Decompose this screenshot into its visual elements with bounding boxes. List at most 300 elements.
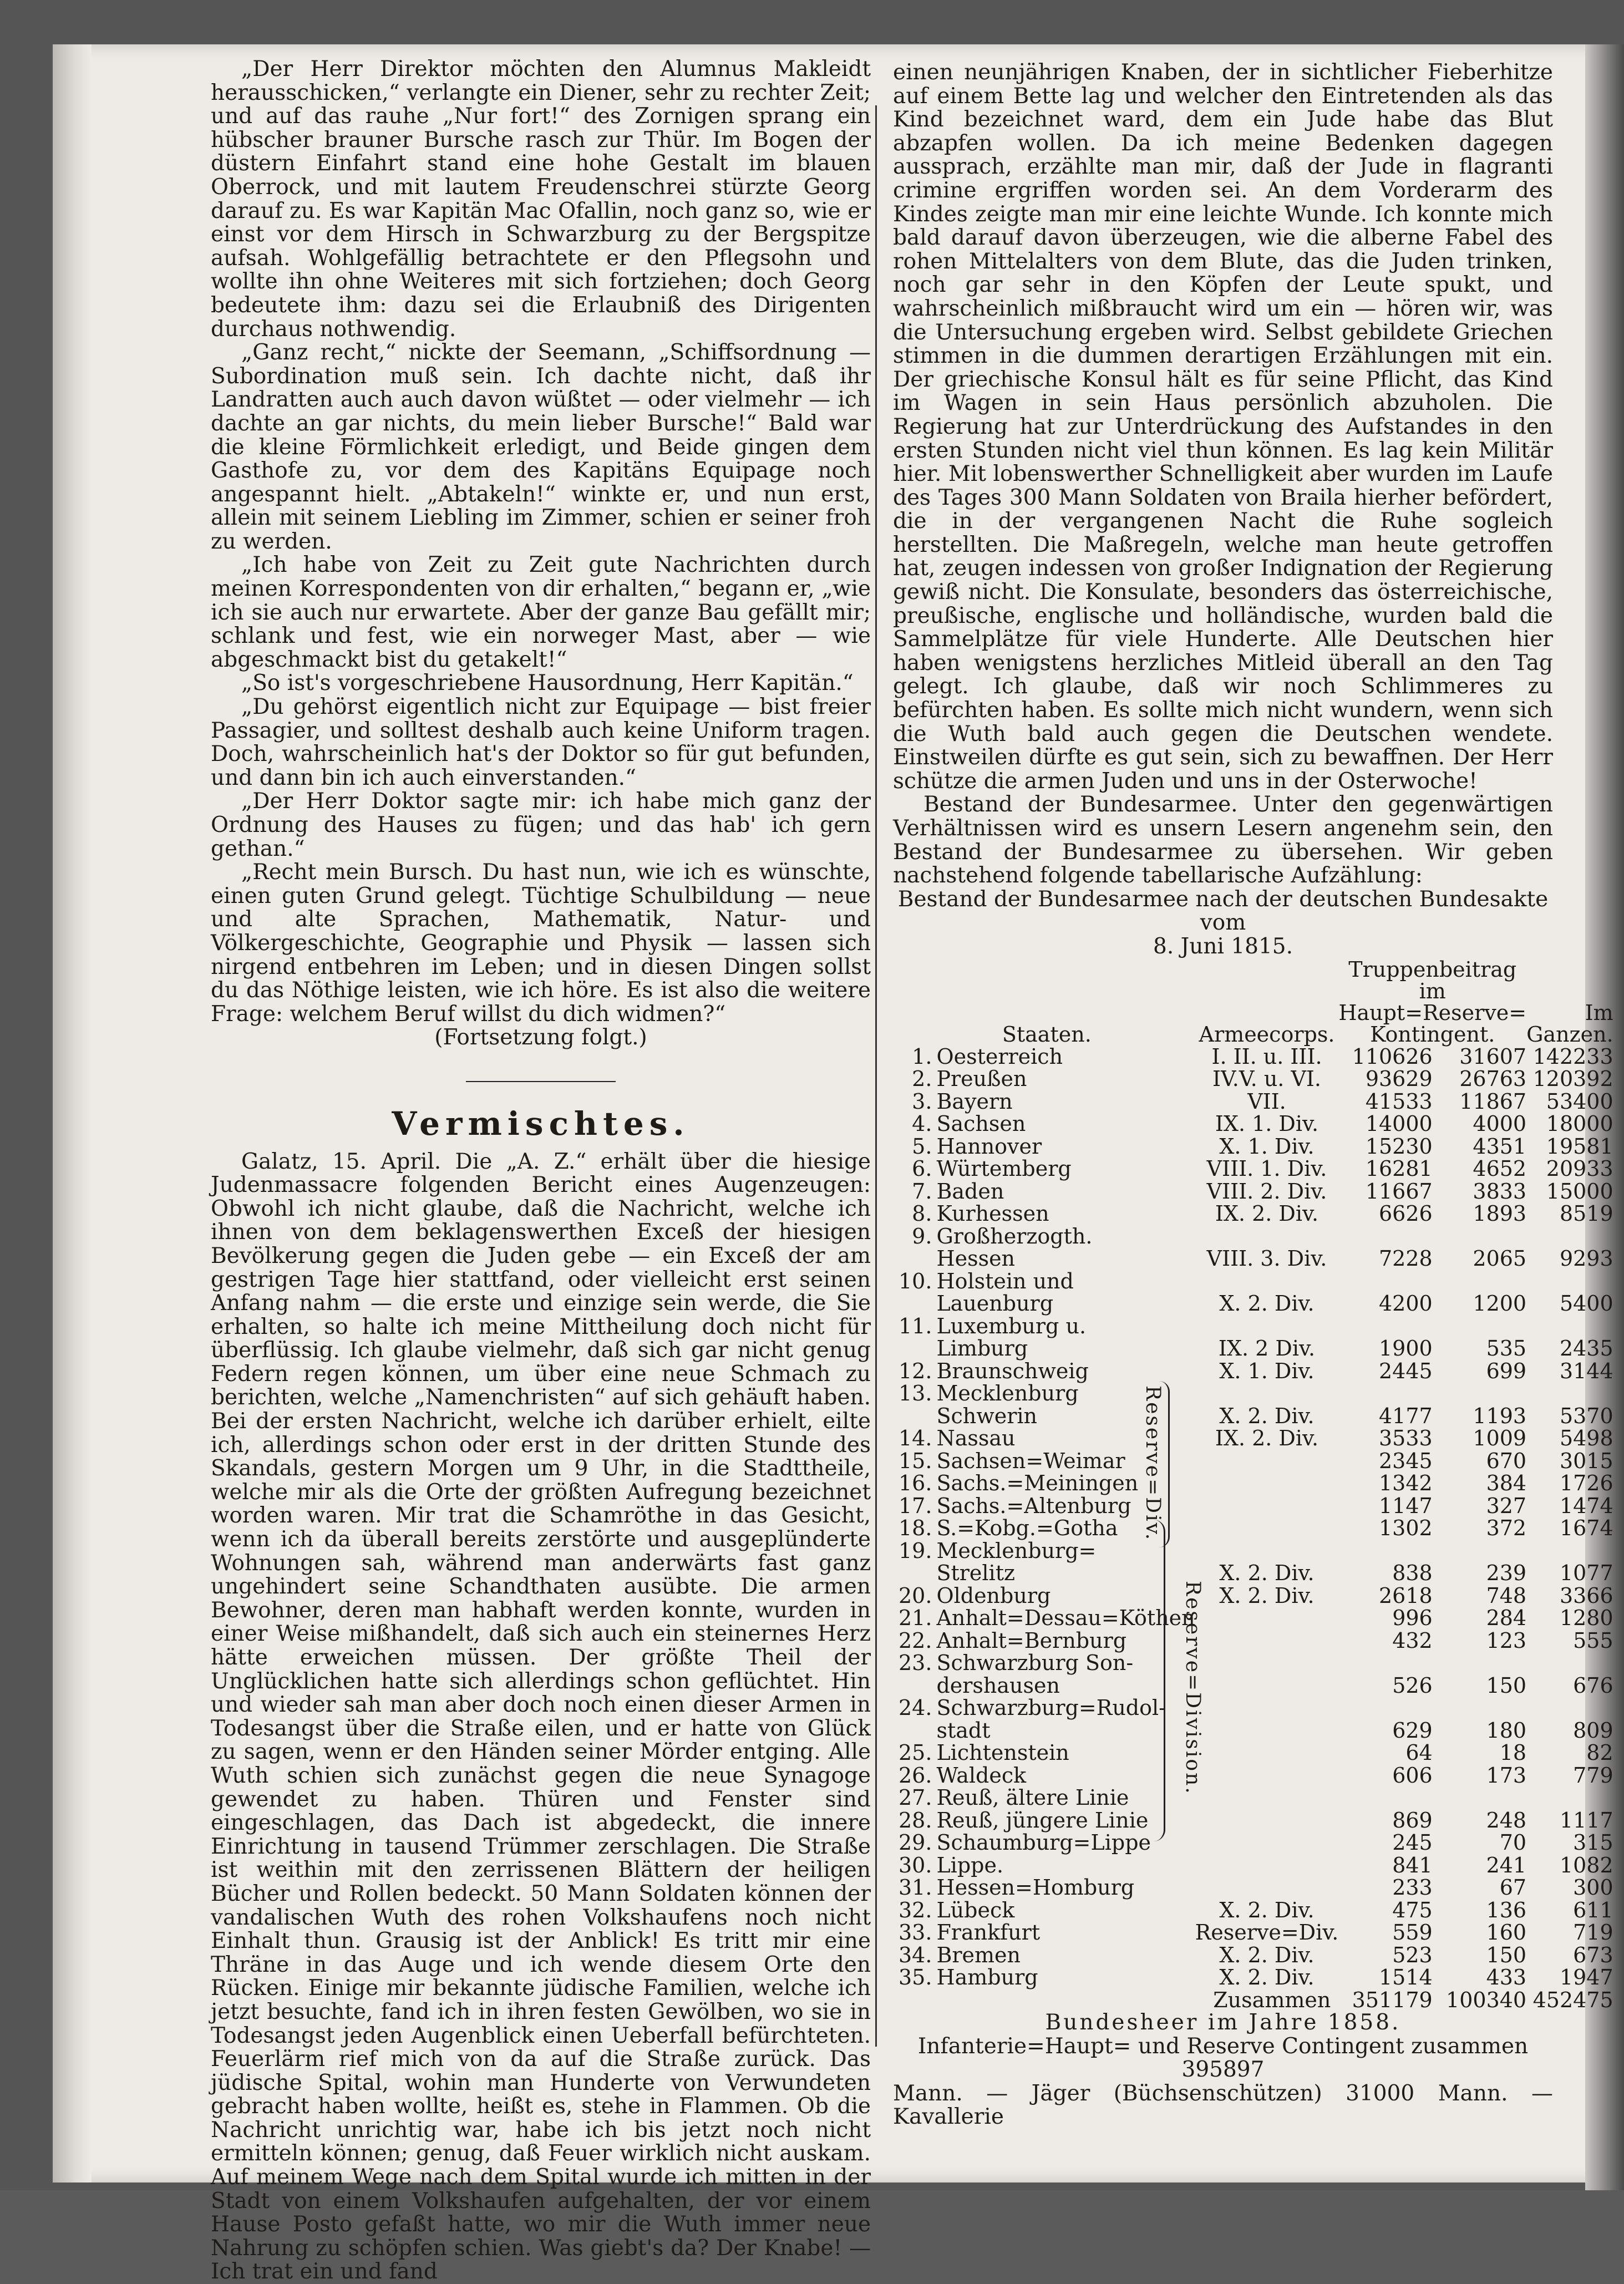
- reserve-contingent: 173: [1486, 1763, 1527, 1788]
- main-contingent: [1338, 1786, 1432, 1809]
- table-row: [899, 1202, 1613, 1225]
- section-divider: [466, 1081, 616, 1082]
- total-contingent: [1526, 1540, 1613, 1562]
- reserve-contingent: [1433, 1225, 1526, 1248]
- row-index: 22.: [899, 1628, 932, 1653]
- reserve-contingent: [1433, 1540, 1526, 1562]
- table-row: [899, 1135, 1613, 1158]
- reserve-contingent: 180: [1486, 1718, 1527, 1743]
- state-name: Preußen: [936, 1067, 1027, 1092]
- main-contingent: 1302: [1379, 1516, 1433, 1541]
- army-corps: [1195, 1674, 1339, 1697]
- army-corps: X. 2. Div.: [1219, 1403, 1315, 1428]
- row-index: [899, 1405, 932, 1428]
- army-corps: X. 2. Div.: [1219, 1583, 1315, 1608]
- army-corps: [1195, 1382, 1339, 1405]
- row-index: 24.: [899, 1696, 932, 1720]
- army-corps: [1195, 1719, 1339, 1742]
- reserve-contingent: 4351: [1473, 1134, 1527, 1159]
- army-corps: [1195, 1472, 1339, 1495]
- army-corps: X. 2. Div.: [1219, 1291, 1315, 1316]
- table-row: [899, 1315, 1613, 1338]
- main-contingent: 93629: [1365, 1067, 1433, 1092]
- army-corps: X. 2. Div.: [1219, 1897, 1315, 1922]
- table-row: [899, 1764, 1613, 1787]
- main-contingent: [1338, 1652, 1432, 1674]
- main-contingent: [1338, 1382, 1432, 1405]
- total-contingent: 779: [1573, 1763, 1613, 1788]
- army-corps: [1195, 1450, 1339, 1473]
- main-contingent: 245: [1392, 1830, 1433, 1855]
- total-contingent: [1526, 1315, 1613, 1338]
- reserve-contingent: 535: [1486, 1336, 1527, 1361]
- row-index: 5.: [912, 1134, 932, 1159]
- main-contingent: 2345: [1379, 1448, 1433, 1473]
- row-index: 7.: [912, 1179, 932, 1204]
- state-name: Schwerin: [936, 1403, 1038, 1428]
- row-index: 9.: [912, 1224, 932, 1248]
- total-contingent: 676: [1573, 1673, 1613, 1698]
- state-name: Lichtenstein: [936, 1740, 1069, 1765]
- row-index: 23.: [899, 1651, 932, 1676]
- reserve-contingent: [1433, 1652, 1526, 1674]
- reserve-contingent: 699: [1486, 1358, 1527, 1383]
- total-contingent: [1526, 1382, 1613, 1405]
- main-contingent: 1900: [1379, 1336, 1433, 1361]
- row-index: 35.: [899, 1965, 932, 1990]
- table-row: [899, 1337, 1613, 1360]
- main-contingent: 7228: [1379, 1246, 1433, 1271]
- total-contingent: 3144: [1559, 1358, 1613, 1383]
- total-contingent: 15000: [1546, 1179, 1613, 1204]
- column-rule: [875, 105, 877, 2047]
- army-corps: IX. 2. Div.: [1215, 1426, 1319, 1451]
- army-corps: [1195, 1607, 1339, 1630]
- table-title-date: 8. Juni 1815.: [1153, 933, 1293, 959]
- army-corps: I. II. u. III.: [1211, 1044, 1322, 1069]
- army-corps: [1195, 1495, 1339, 1517]
- main-contingent: 4200: [1379, 1291, 1433, 1316]
- row-index: 34.: [899, 1942, 932, 1967]
- table-row: [899, 1966, 1613, 1989]
- reserve-contingent: 150: [1486, 1673, 1527, 1698]
- main-contingent: 1514: [1379, 1965, 1433, 1990]
- story-paragraph: „Du gehörst eigentlich nicht zur Equipage — bist freier Passagier, und solltest deshalb auch keine Uniform tragen. Doch, wahrscheinlich hat's der Doktor so für gut befunden, und dann bin ich auch einverstanden.“: [211, 694, 871, 790]
- row-index: 32.: [899, 1897, 932, 1922]
- table-group-header: Truppenbeitrag im: [1348, 957, 1517, 1003]
- row-index: 27.: [899, 1785, 932, 1810]
- heer-title: Bundesheer im Jahre 1858.: [1045, 2010, 1401, 2036]
- table-row: [899, 1944, 1613, 1967]
- state-name: Nassau: [936, 1426, 1016, 1451]
- row-index: 4.: [912, 1111, 932, 1136]
- row-index: 11.: [899, 1313, 932, 1338]
- total-contingent: 555: [1573, 1628, 1613, 1653]
- state-name: Schaumburg=Lippe: [936, 1830, 1151, 1855]
- state-name: S.=Kobg.=Gotha: [936, 1516, 1118, 1541]
- table-row: [899, 1831, 1613, 1854]
- state-name: Anhalt=Dessau=Köthen: [936, 1606, 1195, 1631]
- state-name: Luxemburg u.: [936, 1313, 1087, 1338]
- reserve-contingent: [1433, 1786, 1526, 1809]
- total-contingent: 1726: [1559, 1471, 1613, 1496]
- row-index: 31.: [899, 1875, 932, 1900]
- page-edge-left: [53, 44, 92, 2183]
- reserve-contingent: 70: [1499, 1830, 1527, 1855]
- state-name: Lippe.: [936, 1852, 1004, 1877]
- news-paragraph: einen neunjährigen Knaben, der in sichtlicher Fieberhitze auf einem Bette lag und welcher den Eintretenden als das Kind bezeichnet ward, dem ein Jude habe das Blut abzapfen wollen. Da ich meine Bedenken dagegen aussprach, erzählte man mir, daß der Jude in flagranti crimine ergriffen worden sei. An dem Vorderarm des Kindes zeigte man mir eine leichte Wunde. Ich konnte mich bald darauf davon überzeugen, wie die alberne Fabel des rohen Mittelalters von dem Blute, das die Juden trinken, noch gar sehr in den Köpfen der Leute spukt, und wahrscheinlich mißbraucht wird um ein — hören wir, was die Untersuchung ergeben wird. Selbst gebildete Griechen stimmen in die dummen derartigen Erzählungen mit ein. Der griechische Konsul hält es für seine Pflicht, das Kind im Wagen in sein Haus persönlich abzuholen. Die Regierung hat zur Unterdrückung des Aufstandes in den ersten Stunden nicht viel thun können. Es lag kein Militär hier. Mit lobenswerther Schnelligkeit aber wurden im Laufe des Tages 300 Mann Soldaten von Braila hierher befördert, die in der vergangenen Nacht die Ruhe sogleich herstellten. Die Maßregeln, welche man heute getroffen hat, zeugen indessen von großer Indignation der Regierung gewiß nicht. Die Konsulate, besonders das österreichische, preußische, englische und holländische, wurden bald die Sammelplätze für viele Hunderte. Alle Deutschen hier haben wenigstens herzliches Mitleid überall an den Tag gelegt. Ich glaube, daß wir noch Schlimmeres zu befürchten haben. Es sollte mich nicht wundern, wenn sich die Wuth bald auch gegen die Deutschen wendete. Einstweilen dürfte es gut sein, sich zu bewaffnen. Der Herr schütze die armen Juden und uns in der Osterwoche!: [893, 60, 1553, 794]
- total-contingent: 2435: [1559, 1336, 1613, 1361]
- state-name: Bremen: [936, 1942, 1021, 1967]
- table-row: [899, 1585, 1613, 1607]
- news-paragraph: Galatz, 15. April. Die „A. Z.“ erhält über die hiesige Judenmassacre folgenden Bericht eines Augenzeugen: Obwohl ich nicht glaube, daß die Nachricht, welche ich ihnen von dem beklagenswerthen Exceß der hiesigen Bevölkerung gegen die Juden gebe — ein Exceß der am gestrigen Tage hier stattfand, oder vielleicht erst seinen Anfang nahm — die erste und einzige sein werde, die Sie erhalten, so halte ich meine Mittheilung doch nicht für überflüssig. Ich glaube vielmehr, daß sich gar nicht genug Federn regen können, um über eine neue Schmach zu berichten, welche „Namenchristen“ auf sich gehäuft haben. Bei der ersten Nachricht, welche ich darüber erhielt, eilte ich, allerdings schon oder erst in der dritten Stunde des Skandals, gestern Morgen um 9 Uhr, in die Stadttheile, welche mir als die Orte der größten Aufregung bezeichnet worden waren. Mir trat die Schamröthe in das Gesicht, wenn ich da überall bereits zerstörte und ausgeplünderte Wohnungen sah, während man anderwärts fast ganz ungehindert seine Schandthaten ausübte. Die armen Bewohner, deren man habhaft werden konnte, wurden in einer Weise mißhandelt, daß sich auch ein steinernes Herz hätte erweichen müssen. Der größte Theil der Unglücklichen hatte sich allerdings schon geflüchtet. Hin und wieder sah man aber doch noch einen dieser Armen in Todesangst über die Straße eilen, und er hatte von Glück zu sagen, wenn er den Händen seiner Mörder entging. Alle Wuth schien sich zunächst gegen die neue Synagoge gewendet zu haben. Thüren und Fenster sind eingeschlagen, das Dach ist abgedeckt, die innere Einrichtung in tausend Trümmer zerschlagen. Die Straße ist weithin mit den zerrissenen Blättern der heiligen Bücher und Rollen bedeckt. 50 Mann Soldaten können der vandalischen Wuth des rohen Volkshaufens noch nicht Einhalt thun. Grausig ist der Anblick! Es tritt mir eine Thräne in das Auge und ich wende diesem Orte den Rücken. Einige mir bekannte jüdische Familien, welche ich jetzt besuchte, fand ich in ihren festen Gewölben, wo sie in Todesangst jeden Augenblick einen Ueberfall befürchteten. Feuerlärm rief mich von da auf die Straße zurück. Das jüdische Spital, wohin man Hunderte von Verwundeten gebracht haben wollte, heißt es, stehe in Flammen. Ob die Nachricht unrichtig war, habe ich bis jetzt noch nicht ermitteln können; genug, daß Feuer wirklich nicht auskam. Auf meinem Wege nach dem Spital wurde ich mitten in der Stadt von einem Volkshaufen aufgehalten, der vor einem Hause Posto gefaßt hatte, wo mir die Wuth immer neue Nahrung zu schöpfen schien. Was giebt's da? Der Knabe! — Ich trat ein und fand: [211, 1149, 871, 2284]
- total-contingent: 53400: [1546, 1089, 1613, 1114]
- state-name: Oesterreich: [936, 1044, 1063, 1069]
- story-paragraph: „So ist's vorgeschriebene Hausordnung, Herr Kapitän.“: [241, 671, 854, 696]
- state-name: Sachs.=Altenburg: [936, 1493, 1131, 1518]
- col-header-contingent: Haupt=Reserve= Kontingent.: [1338, 1000, 1527, 1047]
- total-contingent: 1280: [1559, 1606, 1613, 1631]
- main-contingent: 41533: [1365, 1089, 1433, 1114]
- reserve-contingent: 67: [1499, 1875, 1527, 1900]
- state-name: Würtemberg: [936, 1156, 1072, 1181]
- main-contingent: 606: [1392, 1763, 1433, 1788]
- total-contingent: 1674: [1559, 1516, 1613, 1541]
- table-row: [899, 1854, 1613, 1877]
- table-row: [899, 1630, 1613, 1652]
- reserve-contingent: 26763: [1459, 1067, 1527, 1092]
- row-index: 12.: [899, 1358, 932, 1383]
- army-corps: [1195, 1652, 1339, 1674]
- total-contingent: 1117: [1559, 1808, 1613, 1833]
- reserve-contingent: 239: [1486, 1561, 1527, 1586]
- total-contingent: 611: [1573, 1897, 1613, 1922]
- army-corps: [1195, 1225, 1339, 1248]
- army-corps: IX. 1. Div.: [1215, 1111, 1319, 1136]
- total-contingent: 5498: [1559, 1426, 1613, 1451]
- army-corps: IX. 2 Div.: [1218, 1336, 1316, 1361]
- brace-label-reserve-div: Reserve=Div.: [1141, 1385, 1164, 1542]
- reserve-contingent: 384: [1486, 1471, 1527, 1496]
- army-corps: [1195, 1697, 1339, 1719]
- table-row: [899, 1292, 1613, 1315]
- reserve-contingent: 327: [1486, 1493, 1527, 1518]
- total-contingent: 1082: [1559, 1852, 1613, 1877]
- row-index: 6.: [912, 1156, 932, 1181]
- row-index: 20.: [899, 1583, 932, 1608]
- main-contingent: 233: [1392, 1875, 1433, 1900]
- table-row: [899, 1090, 1613, 1113]
- total-contingent: 9293: [1559, 1246, 1613, 1271]
- table-row: [899, 1495, 1613, 1517]
- total-contingent: 3366: [1559, 1583, 1613, 1608]
- state-name: Hannover: [936, 1134, 1042, 1159]
- story-paragraph: „Ganz recht,“ nickte der Seemann, „Schiffsordnung — Subordination muß sein. Ich dachte nicht, daß ihr Landratten auch auch davon wüßtet — oder vielmehr — ich dachte an gar nichts, du mein lieber Bursche!“ Bald war die kleine Förmlichkeit erledigt, und Beide gingen dem Gasthofe zu, vor dem des Kapitäns Equipage noch angespannt hielt. „Abtakeln!“ winkte er, und nun erst, allein mit seinem Liebling im Zimmer, schien er seiner froh zu werden.: [211, 340, 871, 554]
- main-contingent: 64: [1405, 1740, 1433, 1765]
- row-index: [899, 1292, 932, 1315]
- row-index: 26.: [899, 1763, 932, 1788]
- reserve-contingent: 2065: [1473, 1246, 1527, 1271]
- army-corps: [1195, 1270, 1339, 1293]
- army-corps: [1195, 1831, 1339, 1854]
- reserve-contingent: [1433, 1382, 1526, 1405]
- reserve-contingent: 4652: [1473, 1156, 1527, 1181]
- state-name: Frankfurt: [936, 1920, 1041, 1945]
- army-corps: [1195, 1630, 1339, 1652]
- reserve-contingent: 1193: [1473, 1403, 1527, 1428]
- state-name: Kurhessen: [936, 1201, 1049, 1226]
- army-corps: X. 2. Div.: [1219, 1942, 1315, 1967]
- reserve-contingent: 433: [1486, 1965, 1527, 1990]
- main-contingent: 523: [1392, 1942, 1433, 1967]
- row-index: 28.: [899, 1808, 932, 1833]
- table-row: [899, 1540, 1613, 1562]
- total-contingent: 3015: [1559, 1448, 1613, 1473]
- col-header-corps: Armeecorps.: [1199, 1022, 1335, 1047]
- total-contingent: 719: [1573, 1920, 1613, 1945]
- main-contingent: 11667: [1365, 1179, 1433, 1204]
- main-contingent: 526: [1392, 1673, 1433, 1698]
- row-index: 2.: [912, 1067, 932, 1092]
- army-corps: X. 1. Div.: [1219, 1134, 1315, 1159]
- state-name: stadt: [936, 1718, 991, 1743]
- row-index: 15.: [899, 1448, 932, 1473]
- continuation-note: (Fortsetzung folgt.): [434, 1025, 647, 1050]
- row-index: 33.: [899, 1920, 932, 1945]
- table-row: [899, 1786, 1613, 1809]
- col-header-total: Im Ganzen.: [1526, 1000, 1613, 1047]
- state-name: Hessen=Homburg: [936, 1875, 1135, 1900]
- total-contingent: [1526, 1786, 1613, 1809]
- main-contingent: 4177: [1379, 1403, 1433, 1428]
- table-row: [899, 1809, 1613, 1832]
- heer-text: Infanterie=Haupt= und Reserve Contingent zusammen 395897: [917, 2033, 1529, 2083]
- section-title: Vermischtes.: [392, 1104, 690, 1143]
- main-contingent: [1338, 1225, 1432, 1248]
- state-name: Reuß, ältere Linie: [936, 1785, 1129, 1810]
- total-contingent: 673: [1573, 1942, 1613, 1967]
- main-contingent: 629: [1392, 1718, 1433, 1743]
- table-row: [899, 1247, 1613, 1270]
- reserve-contingent: [1433, 1697, 1526, 1719]
- state-name: Baden: [936, 1179, 1004, 1204]
- army-corps: [1195, 1876, 1339, 1899]
- table-row: [899, 1158, 1613, 1180]
- table-row: [899, 1674, 1613, 1697]
- main-contingent: 2445: [1379, 1358, 1433, 1383]
- state-name: Sachsen: [936, 1111, 1026, 1136]
- right-column: [893, 60, 1613, 2130]
- reserve-contingent: 1893: [1473, 1201, 1527, 1226]
- total-contingent: 142233: [1532, 1044, 1613, 1069]
- total-contingent: 5370: [1559, 1403, 1613, 1428]
- row-index: 8.: [912, 1201, 932, 1226]
- brace-label-reserve-division: Reserve=Division.: [1181, 1581, 1204, 1795]
- table-row: [899, 1270, 1613, 1293]
- table-row: [899, 1719, 1613, 1742]
- table-row: [899, 1562, 1613, 1585]
- state-name: Lübeck: [936, 1897, 1015, 1922]
- total-contingent: 5400: [1559, 1291, 1613, 1316]
- army-table: [899, 959, 1613, 2012]
- reserve-contingent: 1200: [1473, 1291, 1527, 1316]
- row-index: 3.: [912, 1089, 932, 1114]
- state-name: Sachsen=Weimar: [936, 1448, 1125, 1473]
- row-index: 16.: [899, 1471, 932, 1496]
- main-contingent: 15230: [1365, 1134, 1433, 1159]
- reserve-contingent: 1009: [1473, 1426, 1527, 1451]
- total-contingent: 120392: [1532, 1067, 1613, 1092]
- state-name: Hamburg: [936, 1965, 1038, 1990]
- army-corps: X. 2. Div.: [1219, 1965, 1315, 1990]
- col-header-states: Staaten.: [1002, 1022, 1092, 1047]
- story-paragraph: „Der Herr Direktor möchten den Alumnus Makleidt herausschicken,“ verlangte ein Diener, sehr zu rechter Zeit; und auf das rauhe „Nur fort!“ des Zornigen sprang ein hübscher brauner Bursche rasch zur Thür. Im Bogen der düstern Einfahrt stand eine hohe Gestalt im blauen Oberrock, und mit lautem Freudenschrei stürzte Georg darauf zu. Es war Kapitän Mac Ofallin, noch ganz so, wie er einst vor dem Hirsch in Schwarzburg zu der Bergspitze aufsah. Wohlgefällig betrachtete er den Pflegsohn und wollte ihn ohne Weiteres mit sich fortziehen; doch Georg bedeutete ihm: dazu sei die Erlaubniß des Dirigenten durchaus nothwendig.: [211, 57, 871, 342]
- army-intro-paragraph: Bestand der Bundesarmee. Unter den gegenwärtigen Verhältnissen wird es unsern Lesern angenehm sein, den Bestand der Bundesarmee zu übersehen. Wir geben nachstehend folgende tabellarische Aufzählung:: [893, 792, 1553, 889]
- army-corps: X. 2. Div.: [1219, 1561, 1315, 1586]
- reserve-contingent: 18: [1499, 1740, 1527, 1765]
- reserve-contingent: 748: [1486, 1583, 1527, 1608]
- row-index: [899, 1247, 932, 1270]
- table-row: [899, 1068, 1613, 1090]
- row-index: 30.: [899, 1852, 932, 1877]
- army-corps: [1195, 1786, 1339, 1809]
- state-name: Bayern: [936, 1089, 1013, 1114]
- main-contingent: [1338, 1540, 1432, 1562]
- reserve-contingent: 4000: [1473, 1111, 1527, 1136]
- army-corps: [1195, 1540, 1339, 1562]
- reserve-contingent: 241: [1486, 1852, 1527, 1877]
- row-index: 18.: [899, 1516, 932, 1541]
- main-contingent: 110626: [1352, 1044, 1433, 1069]
- main-contingent: 2618: [1379, 1583, 1433, 1608]
- state-name: Strelitz: [936, 1561, 1015, 1586]
- state-name: Holstein und: [936, 1268, 1074, 1293]
- heer-text: Mann. — Jäger (Büchsenschützen) 31000 Mann. — Kavallerie: [893, 2080, 1553, 2130]
- state-name: Hessen: [936, 1246, 1016, 1271]
- reserve-contingent: 372: [1486, 1516, 1527, 1541]
- table-row: [899, 1360, 1613, 1383]
- army-corps: [1195, 1742, 1339, 1764]
- total-contingent: [1526, 1225, 1613, 1248]
- table-row: [899, 1899, 1613, 1922]
- table-total-row: [899, 1989, 1613, 2012]
- state-name: Oldenburg: [936, 1583, 1051, 1608]
- main-contingent: 869: [1392, 1808, 1433, 1833]
- reserve-contingent: 11867: [1459, 1089, 1527, 1114]
- main-contingent: 3533: [1379, 1426, 1433, 1451]
- table-row: [899, 1876, 1613, 1899]
- total-contingent: 19581: [1546, 1134, 1613, 1159]
- army-table-body: [899, 1045, 1613, 1989]
- total-contingent: [1526, 1270, 1613, 1293]
- row-index: [899, 1674, 932, 1697]
- state-name: Mecklenburg: [936, 1381, 1079, 1406]
- total-contingent: 82: [1586, 1740, 1613, 1765]
- row-index: 19.: [899, 1538, 932, 1563]
- state-name: Braunschweig: [936, 1358, 1089, 1383]
- table-row: [899, 1697, 1613, 1719]
- reserve-contingent: 248: [1486, 1808, 1527, 1833]
- row-index: 17.: [899, 1493, 932, 1518]
- reserve-contingent: 31607: [1459, 1044, 1527, 1069]
- state-name: Lauenburg: [936, 1291, 1054, 1316]
- table-row: [899, 1921, 1613, 1944]
- main-contingent: 475: [1392, 1897, 1433, 1922]
- main-contingent: 838: [1392, 1561, 1433, 1586]
- state-name: Reuß, jüngere Linie: [936, 1808, 1149, 1833]
- row-index: [899, 1719, 932, 1742]
- main-contingent: [1338, 1270, 1432, 1293]
- state-name: Schwarzburg Son-: [936, 1651, 1134, 1676]
- main-contingent: 432: [1392, 1628, 1433, 1653]
- table-row: [899, 1607, 1613, 1630]
- army-corps: [1195, 1764, 1339, 1787]
- row-index: 14.: [899, 1426, 932, 1451]
- row-index: 10.: [899, 1268, 932, 1293]
- row-index: 1.: [912, 1044, 932, 1069]
- army-corps: VIII. 2. Div.: [1206, 1179, 1327, 1204]
- main-contingent: 6626: [1379, 1201, 1433, 1226]
- total-contingent: 20933: [1546, 1156, 1613, 1181]
- state-name: Waldeck: [936, 1763, 1027, 1788]
- table-row: [899, 1113, 1613, 1135]
- row-index: [899, 1562, 932, 1585]
- table-row: [899, 1405, 1613, 1428]
- table-row: [899, 1225, 1613, 1248]
- row-index: 21.: [899, 1606, 932, 1631]
- reserve-contingent: 670: [1486, 1448, 1527, 1473]
- total-label: Zusammen: [1213, 1987, 1331, 2012]
- row-index: [899, 1337, 932, 1360]
- total-reserve: 100340: [1446, 1987, 1527, 2012]
- army-corps: IV.V. u. VI.: [1212, 1067, 1321, 1092]
- table-row: [899, 1472, 1613, 1495]
- reserve-contingent: 3833: [1473, 1179, 1527, 1204]
- total-contingent: 8519: [1559, 1201, 1613, 1226]
- army-corps: [1195, 1517, 1339, 1540]
- army-corps: Reserve=Div.: [1195, 1920, 1339, 1945]
- state-name: Sachs.=Meiningen: [936, 1471, 1139, 1496]
- total-contingent: 809: [1573, 1718, 1613, 1743]
- reserve-brace-2: [1154, 1520, 1165, 1841]
- reserve-contingent: 150: [1486, 1942, 1527, 1967]
- main-contingent: 841: [1392, 1852, 1433, 1877]
- total-contingent: [1526, 1697, 1613, 1719]
- army-corps: [1195, 1315, 1339, 1338]
- total-contingent: 300: [1573, 1875, 1613, 1900]
- left-column: [211, 58, 871, 2284]
- total-contingent: 1474: [1559, 1493, 1613, 1518]
- state-name: Anhalt=Bernburg: [936, 1628, 1127, 1653]
- total-contingent: [1526, 1652, 1613, 1674]
- army-corps: [1195, 1809, 1339, 1832]
- main-contingent: 559: [1392, 1920, 1433, 1945]
- state-name: Schwarzburg=Rudol-: [936, 1696, 1166, 1720]
- reserve-contingent: 284: [1486, 1606, 1527, 1631]
- total-contingent: 18000: [1546, 1111, 1613, 1136]
- table-row: [899, 1427, 1613, 1450]
- reserve-contingent: 136: [1486, 1897, 1527, 1922]
- reserve-contingent: [1433, 1270, 1526, 1293]
- total-main: 351179: [1352, 1987, 1433, 2012]
- army-corps: VIII. 1. Div.: [1206, 1156, 1327, 1181]
- story-paragraph: „Der Herr Doktor sagte mir: ich habe mich ganz der Ordnung des Hauses zu fügen; und das hab' ich gern gethan.“: [211, 789, 871, 861]
- table-row: [899, 1742, 1613, 1764]
- main-contingent: [1338, 1315, 1432, 1338]
- army-corps: [1195, 1854, 1339, 1877]
- table-row: [899, 1450, 1613, 1473]
- reserve-contingent: 160: [1486, 1920, 1527, 1945]
